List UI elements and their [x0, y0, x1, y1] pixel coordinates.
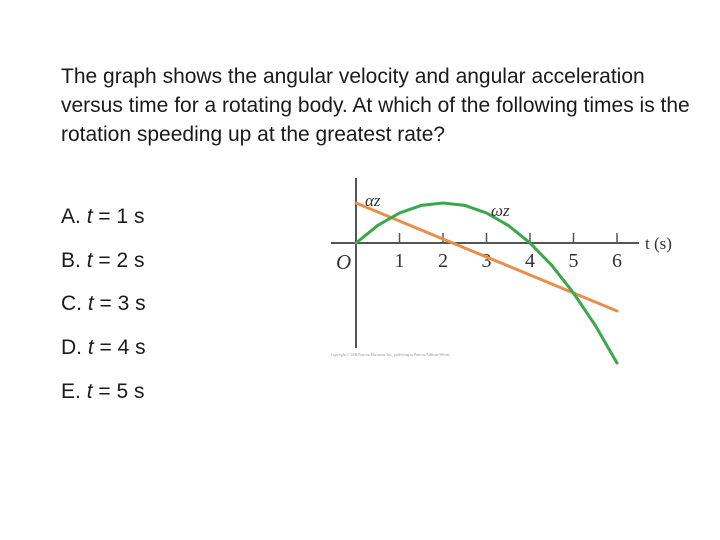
angular-motion-graph [325, 176, 695, 366]
choice-letter: C. [61, 292, 82, 315]
choice-value: = 3 s [93, 292, 146, 315]
question-text: The graph shows the angular velocity and angular acceleration versus time for a rotating body. At which of the following times is the rotation speeding up at the greatest rate? [61, 65, 690, 146]
x-tick-label: 5 [568, 250, 579, 272]
series-layer [356, 203, 617, 363]
choice-value: = 4 s [93, 336, 146, 359]
choice-a[interactable] [61, 203, 144, 231]
choice-c[interactable] [61, 290, 146, 318]
choice-variable: t [86, 249, 93, 272]
choice-value: = 2 s [92, 249, 145, 272]
choice-d[interactable] [61, 334, 146, 362]
omega-label: ωz [491, 201, 510, 220]
choice-variable: t [87, 292, 94, 315]
choice-letter: D. [61, 336, 82, 359]
choice-value: = 5 s [92, 380, 145, 403]
alpha-label: αz [365, 191, 381, 210]
choice-variable: t [87, 336, 94, 359]
x-tick-label: 6 [612, 250, 622, 272]
choice-b[interactable] [61, 247, 144, 275]
choice-value: = 1 s [92, 205, 145, 228]
omega-z-curve [356, 203, 617, 363]
choice-letter: A. [61, 205, 81, 228]
origin-label: O [336, 250, 352, 274]
x-axis-label: t (s) [645, 234, 672, 253]
choice-variable: t [86, 380, 93, 403]
copyright-notice: Copyright © 2008 Pearson Education, Inc., publishing as Pearson Addison-Wesley [331, 353, 451, 357]
x-tick-label: 2 [438, 250, 448, 272]
x-tick-label: 4 [525, 250, 535, 272]
choice-e[interactable] [61, 378, 144, 406]
x-tick-label: 1 [394, 250, 405, 272]
choice-letter: E. [61, 380, 81, 403]
x-tick-labels [395, 250, 623, 272]
choice-letter: B. [61, 249, 81, 272]
x-tick-label: 3 [481, 250, 492, 272]
choice-variable: t [86, 205, 93, 228]
